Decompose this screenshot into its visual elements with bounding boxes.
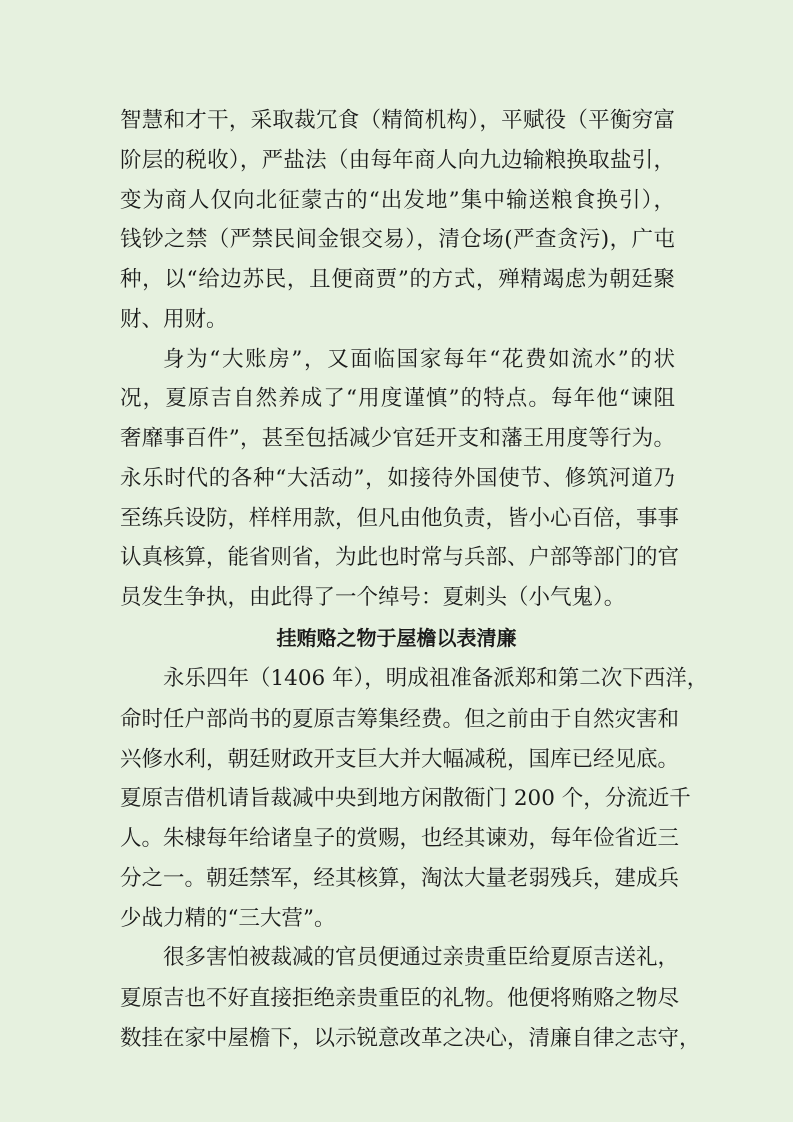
text-line: 分之一。朝廷禁军，经其核算，淘汰大量老弱残兵，建成兵 <box>120 866 680 891</box>
text-line: 至练兵设防，样样用款，但凡由他负责，皆小心百倍，事事 <box>120 506 680 531</box>
text-line: 财、用财。 <box>120 307 228 332</box>
text-line: 永乐四年（1406 年），明成祖准备派郑和第二次下西洋， <box>163 666 709 691</box>
text-line: 阶层的税收），严盐法（由每年商人向九边输粮换取盐引， <box>120 148 675 173</box>
text-line: 夏原吉也不好直接拒绝亲贵重臣的礼物。他便将贿赂之物尽 <box>120 986 680 1011</box>
text-line: 奢靡事百件”，甚至包括减少官廷开支和藩王用度等行为。 <box>120 426 675 451</box>
text-line: 种，以“给边苏民，且便商贾”的方式，殚精竭虑为朝廷聚 <box>120 267 675 292</box>
text-line: 智慧和才干，采取裁冗食（精简机构），平赋役（平衡穷富 <box>120 108 675 133</box>
text-line: 兴修水利，朝廷财政开支巨大并大幅减税，国库已经见底。 <box>120 747 680 772</box>
text-line: 夏原吉借机请旨裁减中央到地方闲散衙门 200 个，分流近千 <box>120 786 691 811</box>
text-line: 钱钞之禁（严禁民间金银交易），清仓场(严查贪污)，广屯 <box>120 227 675 252</box>
text-line: 数挂在家中屋檐下，以示锐意改革之决心，清廉自律之志守， <box>120 1026 701 1051</box>
text-line: 很多害怕被裁减的官员便通过亲贵重臣给夏原吉送礼， <box>163 945 680 970</box>
text-line: 永乐时代的各种“大活动”，如接待外国使节、修筑河道乃 <box>120 466 675 491</box>
text-line: 人。朱棣每年给诸皇子的赏赐，也经其谏劝，每年俭省近三 <box>120 826 680 851</box>
text-line: 少战力精的“三大营”。 <box>120 906 336 931</box>
text-line: 身为“大账房”，又面临国家每年“花费如流水”的状 <box>163 347 675 372</box>
text-line: 变为商人仅向北征蒙古的“出发地”集中输送粮食换引）， <box>120 188 675 213</box>
text-line: 命时任户部尚书的夏原吉筹集经费。但之前由于自然灾害和 <box>120 707 680 732</box>
section-heading: 挂贿赂之物于屋檐以表清廉 <box>276 626 517 650</box>
text-line: 认真核算，能省则省，为此也时常与兵部、户部等部门的官 <box>120 545 680 570</box>
text-line: 况，夏原吉自然养成了“用度谨慎”的特点。每年他“谏阻 <box>120 386 675 411</box>
text-line: 员发生争执，由此得了一个绰号：夏刺头（小气鬼）。 <box>120 585 626 610</box>
